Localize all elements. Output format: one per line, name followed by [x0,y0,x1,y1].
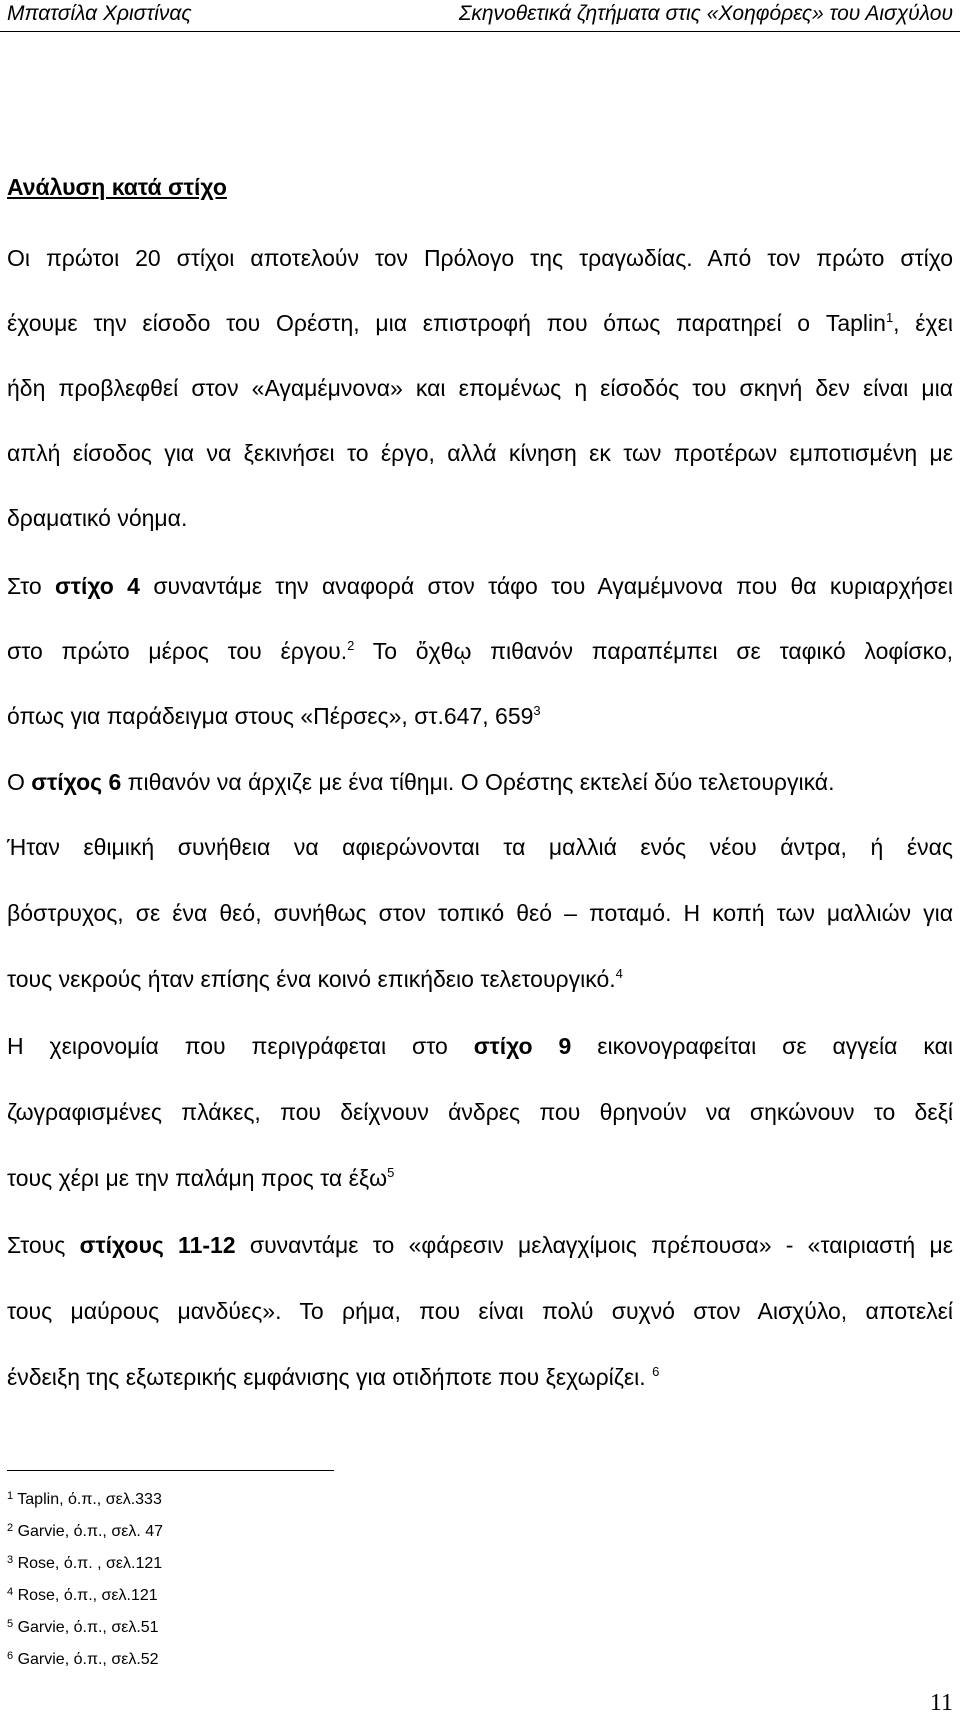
paragraph-4-line-1 [7,1031,953,1061]
footnote-ref[interactable]: 3 [533,703,541,718]
text: τους νεκρούς ήταν επίσης ένα κοινό επικήδειο τελετουργικό. [7,966,616,992]
section-heading: Ανάλυση κατά στίχο [7,174,227,200]
paragraph-2-line-3 [7,701,953,731]
paragraph-1-line-4 [7,438,953,468]
text: Το ὄχθῳ πιθανόν παραπέμπει σε ταφικό λοφίσκο, [354,638,953,664]
footnote-text: Rose, ό.π. , σελ.121 [17,1555,163,1572]
footnote-text: Rose, ό.π., σελ.121 [17,1587,158,1604]
text: , έχει [893,310,953,336]
footnote-number: 1 [7,1490,14,1502]
paragraph-1-line-1 [7,243,953,273]
header-author: Μπατσίλα Χριστίνας [7,2,192,25]
paragraph-5-line-2 [7,1296,953,1326]
footnote [7,1490,162,1510]
footnote-number: 6 [7,1650,14,1662]
footnote-number: 5 [7,1618,14,1630]
text: έχουμε την είσοδο του Ορέστη, μια επιστροφή που όπως παρατηρεί ο Taplin [7,310,886,336]
text: ζωγραφισμένες πλάκες, που δείχνουν άνδρες που θρηνούν να σηκώνουν το δεξί [7,1099,953,1125]
text: ήδη προβλεφθεί στον «Αγαμέμνονα» και επομένως η είσοδός του σκηνή δεν είναι μια [7,375,953,401]
paragraph-5-line-3 [7,1362,953,1392]
page-number: 11 [929,1690,953,1716]
paragraph-3-line-2 [7,832,953,862]
text: στο πρώτο μέρος του έργου. [7,638,348,664]
paragraph-4-line-2 [7,1097,953,1127]
verse-reference: στίχο 9 [473,1033,572,1059]
text: απλή είσοδος για να ξεκινήσει το έργο, αλλά κίνηση εκ των προτέρων εμποτισμένη με [7,440,953,466]
text: τους μαύρους μανδύες». Το ρήμα, που είναι πολύ συχνό στον Αισχύλο, αποτελεί [7,1298,953,1324]
paragraph-2-line-2 [7,636,953,666]
footnote [7,1650,159,1670]
text: Στους [7,1232,80,1258]
paragraph-1-line-5 [7,503,953,533]
footnote [7,1554,162,1574]
footnote-text: Garvie, ό.π., σελ.51 [17,1619,159,1636]
text: Ήταν εθιμική συνήθεια να αφιερώνονται τα μαλλιά ενός νέου άντρα, ή ένας [7,834,953,860]
paragraph-5-line-1 [7,1230,953,1260]
header-title: Σκηνοθετικά ζητήματα στις «Χοηφόρες» του Αισχύλου [458,2,953,25]
footnote-text: Taplin, ό.π., σελ.333 [17,1491,162,1508]
verse-reference: στίχους 11-12 [79,1232,236,1258]
text: βόστρυχος, σε ένα θεό, συνήθως στον τοπικό θεό – ποταμό. Η κοπή των μαλλιών για [7,900,953,926]
text: Οι πρώτοι 20 στίχοι αποτελούν τον Πρόλογο της τραγωδίας. Από τον πρώτο στίχο [7,245,953,271]
footnote-number: 2 [7,1522,14,1534]
text: δραματικό νόημα. [7,505,188,531]
text: πιθανόν να άρχιζε με ένα τίθημι. Ο Ορέστης εκτελεί δύο τελετουργικά. [121,769,835,795]
footnote-ref[interactable]: 1 [885,310,894,325]
paragraph-3-line-1 [7,767,953,797]
footnote-ref[interactable]: 4 [615,966,623,981]
footnote-text: Garvie, ό.π., σελ.52 [17,1651,159,1668]
footnote [7,1522,163,1542]
paragraph-1-line-3 [7,373,953,403]
text: Στο [7,573,55,599]
paragraph-3-line-3 [7,898,953,928]
paragraph-4-line-3 [7,1163,953,1193]
text: ένδειξη της εξωτερικής εμφάνισης για οτιδήποτε που ξεχωρίζει. [7,1364,653,1390]
text: συναντάμε το «φάρεσιν μελαγχίμοις πρέπουσα» - «ταιριαστή με [235,1232,953,1258]
footnote [7,1618,159,1638]
text: συναντάμε την αναφορά στον τάφο του Αγαμέμνονα που θα κυριαρχήσει [139,573,954,599]
text: όπως για παράδειγμα στους «Πέρσες», στ.647, 659 [7,703,534,729]
text: Ο [7,769,32,795]
verse-reference: στίχος 6 [31,769,122,795]
verse-reference: στίχο 4 [55,573,140,599]
text: εικονογραφείται σε αγγεία και [571,1033,954,1059]
paragraph-1-line-2 [7,308,953,338]
footnote-text: Garvie, ό.π., σελ. 47 [17,1523,164,1540]
footnote-number: 3 [7,1554,14,1566]
text: Η χειρονομία που περιγράφεται στο [7,1033,474,1059]
running-header [0,0,960,40]
text: τους χέρι με την παλάμη προς τα έξω [7,1165,388,1191]
footnote-separator [7,1470,334,1471]
footnote-ref[interactable]: 2 [347,638,355,653]
paragraph-2-line-1 [7,571,953,601]
footnote-number: 4 [7,1586,14,1598]
footnote-ref[interactable]: 6 [652,1364,660,1379]
footnote [7,1586,158,1606]
header-rule [0,31,960,32]
footnote-ref[interactable]: 5 [387,1165,395,1180]
paragraph-3-line-4 [7,964,953,994]
